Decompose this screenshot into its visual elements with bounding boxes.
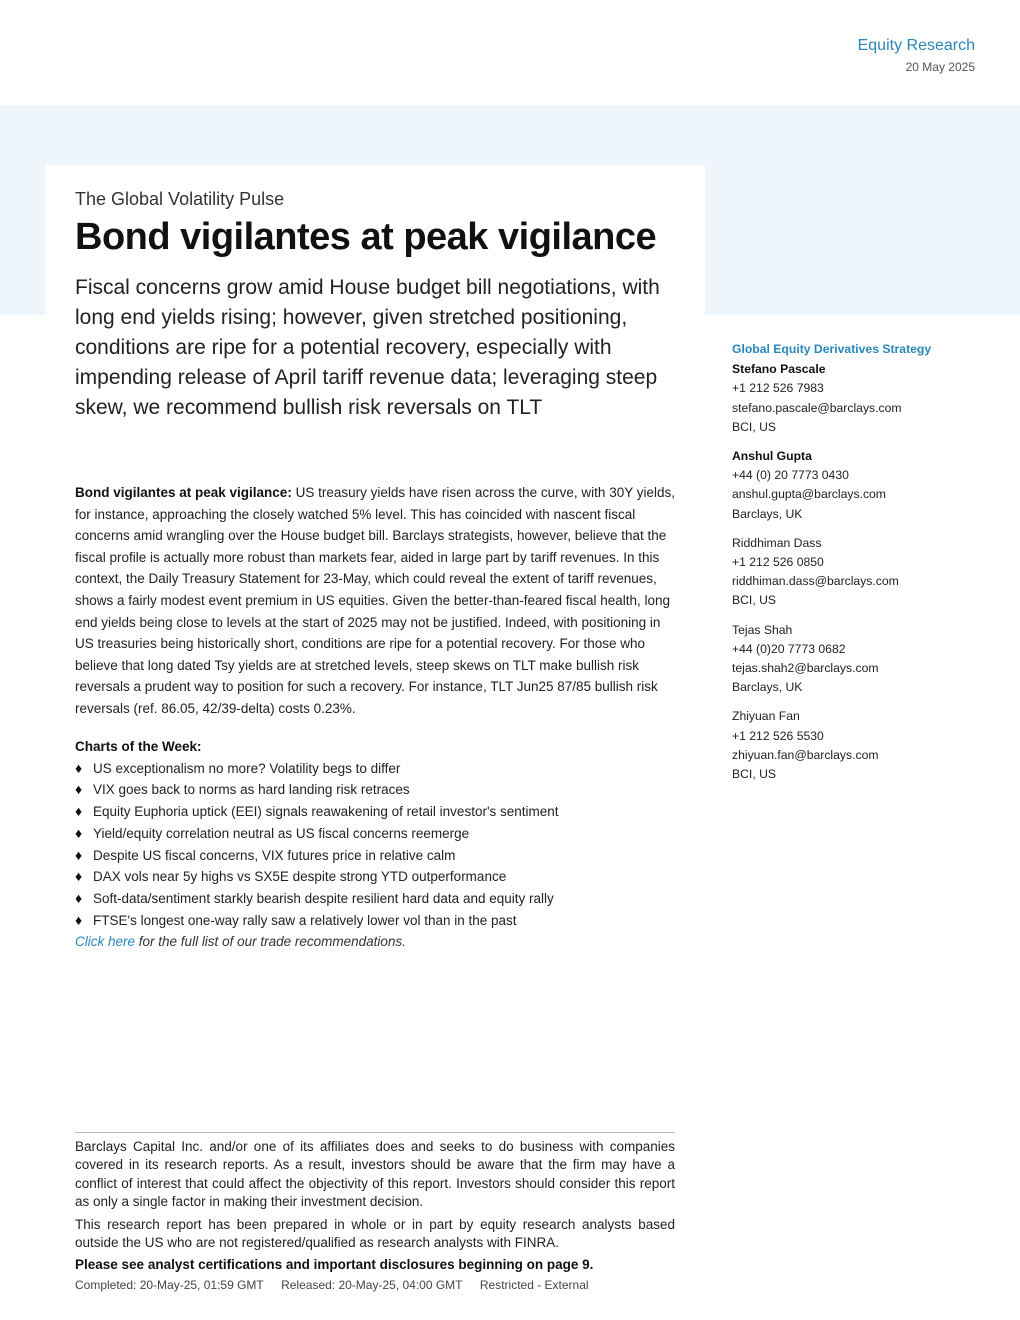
analyst-card	[732, 447, 992, 524]
disclaimer	[75, 1132, 675, 1294]
section-label: Equity Research	[857, 37, 975, 54]
trade-recommendations-line	[75, 931, 685, 953]
analyst-email[interactable]: tejas.shah2@barclays.com	[732, 661, 879, 676]
chart-item-label: Equity Euphoria uptick (EEI) signals reawakening of retail investor's sentiment	[93, 804, 559, 820]
list-item	[75, 758, 685, 780]
analyst-card	[732, 534, 992, 611]
diamond-bullet-icon: ♦	[75, 759, 83, 776]
list-item	[75, 779, 685, 801]
analyst-email[interactable]: riddhiman.dass@barclays.com	[732, 574, 899, 589]
analyst-entity: BCI, US	[732, 419, 777, 434]
analyst-entity: Barclays, UK	[732, 506, 803, 521]
classification-label: Restricted - External	[479, 1277, 589, 1292]
list-item	[75, 845, 685, 867]
diamond-bullet-icon: ♦	[75, 824, 83, 841]
analyst-email[interactable]: anshul.gupta@barclays.com	[732, 487, 886, 502]
list-item	[75, 910, 685, 932]
released-timestamp: Released: 20-May-25, 04:00 GMT	[281, 1277, 463, 1292]
analyst-card	[732, 621, 992, 698]
completed-timestamp: Completed: 20-May-25, 01:59 GMT	[75, 1277, 264, 1292]
charts-heading: Charts of the Week:	[75, 739, 202, 754]
analyst-phone: +44 (0) 20 7773 0430	[732, 468, 849, 483]
diamond-bullet-icon: ♦	[75, 911, 83, 928]
click-here-suffix: for the full list of our trade recommendations.	[135, 934, 406, 950]
diamond-bullet-icon: ♦	[75, 868, 83, 885]
disclosures-note: Please see analyst certifications and important disclosures beginning on page 9.	[75, 1257, 594, 1273]
analyst-entity: BCI, US	[732, 767, 777, 782]
chart-item-label: DAX vols near 5y highs vs SX5E despite strong YTD outperformance	[93, 869, 507, 885]
analyst-name: Stefano Pascale	[732, 362, 826, 377]
analyst-phone: +1 212 526 0850	[732, 555, 824, 570]
summary-body: US treasury yields have risen across the curve, with 30Y yields, for instance, approaching the closely watched 5% level. This has coincided with nascent fiscal concerns amid wrangling over the House budget bill. Barclays strategists, however, believe that the fiscal profile is actually more robust than markets fear, aided in large part by tariff revenues. In this context, the Daily Treasury Statement for 23-May, which could reveal the extent of tariff revenues, shows a fairly modest event premium in US equities. Given the better-than-feared fiscal health, long end yields being close to levels at the start of 2025 may not be justified. Indeed, with positioning in US treasuries being historically short, conditions are ripe for a potential recovery. For those who believe that long dated Tsy yields are at stretched levels, steep skews on TLT make bullish risk reversals a prudent way to position for such a recovery. For instance, TLT Jun25 87/85 bullish risk reversals (ref. 86.05, 42/39-delta) costs 0.23%.	[75, 485, 675, 716]
chart-item-label: VIX goes back to norms as hard landing risk retraces	[93, 782, 410, 798]
report-date: 20 May 2025	[905, 60, 975, 74]
chart-item-label: Despite US fiscal concerns, VIX futures price in relative calm	[93, 847, 456, 863]
analyst-email[interactable]: zhiyuan.fan@barclays.com	[732, 747, 879, 762]
diamond-bullet-icon: ♦	[75, 889, 83, 906]
list-item	[75, 801, 685, 823]
analyst-name: Anshul Gupta	[732, 449, 812, 464]
summary-paragraph	[75, 482, 675, 720]
analyst-name: Riddhiman Dass	[732, 535, 822, 550]
list-item	[75, 888, 685, 910]
chart-item-label: Yield/equity correlation neutral as US fiscal concerns reemerge	[93, 825, 470, 841]
analyst-phone: +1 212 526 5530	[732, 728, 824, 743]
page-subtitle: Fiscal concerns grow amid House budget bill negotiations, with long end yields rising; however, given stretched positioning, conditions are ripe for a potential recovery, especially with impending release of April tariff revenue data; leveraging steep skew, we recommend bullish risk reversals on TLT	[75, 276, 660, 419]
disclaimer-paragraph: Barclays Capital Inc. and/or one of its affiliates does and seeks to do business with companies covered in its research reports. As a result, investors should be aware that the firm may have a conflict of interest that could affect the objectivity of this report. Investors should consider this report as only a single factor in making their investment decision.	[75, 1139, 675, 1210]
list-item	[75, 866, 685, 888]
analyst-card	[732, 360, 992, 437]
series-name: The Global Volatility Pulse	[75, 189, 285, 209]
analyst-name: Zhiyuan Fan	[732, 709, 800, 724]
page-title: Bond vigilantes at peak vigilance	[75, 216, 657, 258]
analyst-entity: BCI, US	[732, 593, 777, 608]
diamond-bullet-icon: ♦	[75, 781, 83, 798]
team-name: Global Equity Derivatives Strategy	[732, 342, 932, 356]
charts-of-the-week	[75, 736, 685, 953]
click-here-link[interactable]: Click here	[75, 934, 136, 950]
summary-lead: Bond vigilantes at peak vigilance:	[75, 485, 292, 500]
footer-meta	[75, 1276, 675, 1294]
analyst-card	[732, 707, 992, 784]
analyst-name: Tejas Shah	[732, 622, 793, 637]
analyst-entity: Barclays, UK	[732, 680, 803, 695]
chart-item-label: Soft-data/sentiment starkly bearish despite resilient hard data and equity rally	[93, 890, 554, 906]
analyst-email[interactable]: stefano.pascale@barclays.com	[732, 400, 902, 415]
chart-item-label: US exceptionalism no more? Volatility begs to differ	[93, 760, 401, 776]
chart-item-label: FTSE's longest one-way rally saw a relatively lower vol than in the past	[93, 912, 517, 928]
analyst-sidebar	[732, 340, 992, 794]
report-header	[858, 37, 975, 74]
diamond-bullet-icon: ♦	[75, 846, 83, 863]
list-item	[75, 823, 685, 845]
diamond-bullet-icon: ♦	[75, 803, 83, 820]
disclaimer-paragraph: This research report has been prepared in whole or in part by equity research analysts based outside the US who are not registered/qualified as research analysts with FINRA.	[75, 1216, 675, 1251]
analyst-phone: +44 (0)20 7773 0682	[732, 641, 846, 656]
analyst-phone: +1 212 526 7983	[732, 381, 824, 396]
